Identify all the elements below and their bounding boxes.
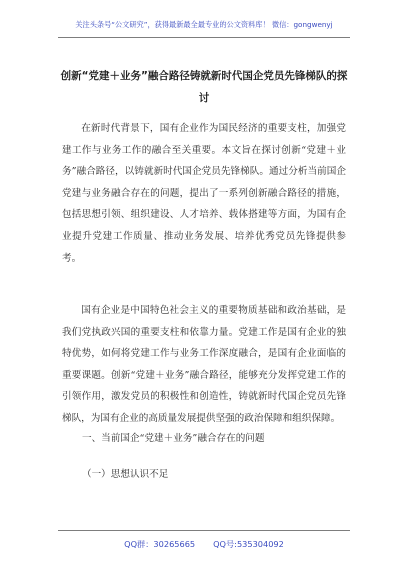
footer-contact [58, 539, 350, 550]
paragraph-abstract: 在新时代背景下，国有企业作为国民经济的重要支柱，加强党建工作与业务工作的融合至关重要。本文旨在探讨创新“党建＋业务”融合路径，以铸就新时代国企党员先锋梯队。通过分析当前国企党建与业务融合存在的问题，提出了一系列创新融合路径的措施，包括思想引领、组织建设、人才培养、载体搭建等方面，为国有企业提升党建工作质量、推动业务发展、培养优秀党员先锋提供参考。 [62, 123, 346, 264]
footer-divider [58, 530, 350, 531]
section-heading: 一、当前国企“党建＋业务”融合存在的问题 [82, 433, 265, 444]
header-divider [58, 37, 350, 38]
document-title: 创新“党建＋业务”融合路径铸就新时代国企党员先锋梯队的探讨 [60, 70, 348, 104]
subsection-heading: （一）思想认识不足 [82, 469, 169, 480]
paragraph-intro: 国有企业是中国特色社会主义的重要物质基础和政治基础，是我们党执政兴国的重要支柱和依靠力量。党建工作是国有企业的独特优势，如何将党建工作与业务工作深度融合，是国有企业面临的重要课题。创新“党建＋业务”融合路径，能够充分发挥党建工作的引领作用，激发党员的积极性和创造性，铸就新时代国企党员先锋梯队，为国有企业的高质量发展提供坚强的政治保障和组织保障。 [62, 305, 346, 424]
footer-qq-number: QQ号:535304092 [213, 539, 284, 549]
footer-qq-group: QQ群：30265665 [124, 539, 196, 549]
header-notice: 关注头条号“公文研究”，获得最新最全最专业的公文资料库！ 微信：gongwenyj [75, 20, 333, 29]
